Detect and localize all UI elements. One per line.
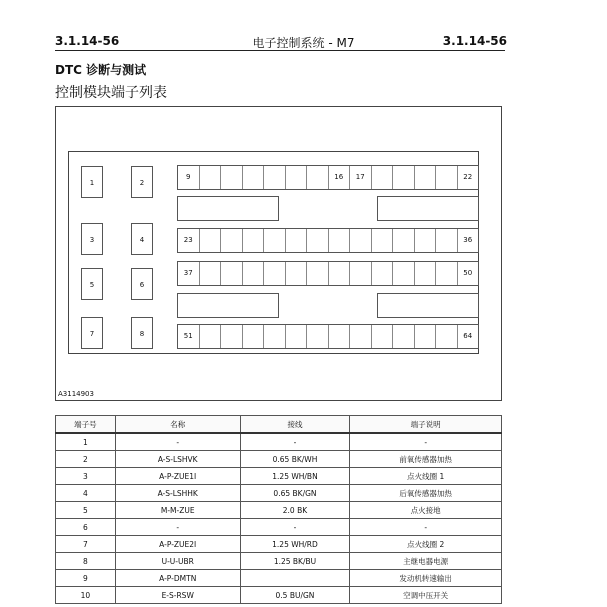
cell-wiring: 0.5 BU/GN [240, 587, 350, 604]
cell-description: - [350, 433, 502, 451]
pin-cell: 17 [350, 166, 372, 189]
blank-slot [377, 196, 479, 221]
cell-terminal: 3 [56, 468, 116, 485]
pin-cell [286, 262, 308, 285]
cell-description: 发动机转速输出 [350, 570, 502, 587]
pin-cell: 36 [463, 236, 473, 244]
pin-cell: 9 [178, 166, 200, 189]
cell-terminal: 6 [56, 519, 116, 536]
cell-terminal: 8 [56, 553, 116, 570]
table-row [56, 553, 502, 570]
pin-cell [221, 262, 243, 285]
pin-cell [393, 325, 415, 348]
cell-description: 点火接地 [350, 502, 502, 519]
pin-cell [436, 229, 458, 252]
pin-cell [415, 262, 437, 285]
pin-cell: 51 [178, 325, 200, 348]
pin-cell [200, 166, 222, 189]
pin-4: 4 [131, 223, 153, 255]
table-row [56, 502, 502, 519]
pin-cell [200, 262, 222, 285]
cell-terminal: 1 [56, 433, 116, 451]
pin-cell: 50 [463, 269, 473, 277]
cell-description: 主继电器电源 [350, 553, 502, 570]
connector-outline [68, 151, 479, 354]
pin-cell [264, 325, 286, 348]
col-header-wiring: 接线 [240, 416, 350, 434]
pin-cell [307, 166, 329, 189]
pin-1: 1 [81, 166, 103, 198]
pin-cell: 16 [329, 166, 351, 189]
pin-cell [286, 166, 308, 189]
cell-wiring: - [240, 433, 350, 451]
col-header-description: 端子说明 [350, 416, 502, 434]
terminal-table [55, 415, 502, 604]
cell-description: 后氧传感器加热 [350, 485, 502, 502]
pin-cell [393, 229, 415, 252]
cell-description: 空调中压开关 [350, 587, 502, 604]
cell-wiring: 1.25 WH/RD [240, 536, 350, 553]
cell-terminal: 7 [56, 536, 116, 553]
cell-name: E-S-RSW [115, 587, 240, 604]
connector-diagram [55, 106, 502, 401]
pin-cell [264, 229, 286, 252]
pin-cell [243, 229, 265, 252]
pin-8: 8 [131, 317, 153, 349]
pin-cell: 23 [178, 229, 200, 252]
pin-cell [329, 229, 351, 252]
col-header-name: 名称 [115, 416, 240, 434]
table-row [56, 485, 502, 502]
cell-wiring: 2.0 BK [240, 502, 350, 519]
cell-wiring: 0.65 BK/WH [240, 451, 350, 468]
table-row [56, 587, 502, 604]
pin-cell [372, 166, 394, 189]
pin-row-23-36 [177, 228, 479, 253]
pin-row-9-22 [177, 165, 479, 190]
table-row [56, 468, 502, 485]
chapter-title: 电子控制系统 - M7 [252, 36, 355, 50]
pin-cell [264, 166, 286, 189]
pin-cell [436, 262, 458, 285]
cell-terminal: 9 [56, 570, 116, 587]
cell-name: A-S-LSHHK [115, 485, 240, 502]
blank-slot [177, 196, 279, 221]
cell-description: 前氧传感器加热 [350, 451, 502, 468]
pin-cell [221, 229, 243, 252]
cell-terminal: 4 [56, 485, 116, 502]
pin-cell [200, 229, 222, 252]
col-header-terminal: 端子号 [56, 416, 116, 434]
cell-name: A-P-ZUE2I [115, 536, 240, 553]
pin-cell [415, 229, 437, 252]
cell-wiring [240, 570, 350, 587]
cell-name: A-P-DMTN [115, 570, 240, 587]
table-row [56, 451, 502, 468]
cell-wiring: 1.25 BK/BU [240, 553, 350, 570]
cell-wiring: 1.25 WH/BN [240, 468, 350, 485]
cell-name: A-S-LSHVK [115, 451, 240, 468]
pin-cell: 64 [463, 332, 473, 340]
pin-row-51-64 [177, 324, 479, 349]
pin-cell [372, 229, 394, 252]
pin-cell [329, 262, 351, 285]
pin-cell [350, 229, 372, 252]
pin-cell [264, 262, 286, 285]
cell-name: A-P-ZUE1I [115, 468, 240, 485]
section-title: DTC 诊断与测试 [55, 63, 147, 77]
figure-id: A3114903 [58, 390, 94, 398]
cell-terminal: 10 [56, 587, 116, 604]
page-number-left: 3.1.14-56 [55, 34, 120, 48]
table-row [56, 433, 502, 451]
cell-name: M-M-ZUE [115, 502, 240, 519]
page-number-right: 3.1.14-56 [442, 34, 507, 48]
pin-cell: 37 [178, 262, 200, 285]
pin-cell [415, 325, 437, 348]
pin-2: 2 [131, 166, 153, 198]
cell-description: 点火线圈 1 [350, 468, 502, 485]
pin-cell [393, 166, 415, 189]
header-rule [55, 50, 505, 51]
table-title: 控制模块端子列表 [55, 85, 167, 101]
pin-cell [329, 325, 351, 348]
pin-cell [372, 262, 394, 285]
pin-cell [436, 325, 458, 348]
cell-description: 点火线圈 2 [350, 536, 502, 553]
pin-cell [286, 229, 308, 252]
cell-name: - [115, 519, 240, 536]
cell-description: - [350, 519, 502, 536]
pin-cell [243, 262, 265, 285]
pin-cell [221, 166, 243, 189]
cell-name: U-U-UBR [115, 553, 240, 570]
blank-slot [177, 293, 279, 318]
pin-cell: 22 [463, 173, 473, 181]
pin-cell [350, 325, 372, 348]
pin-cell [350, 262, 372, 285]
table-header-row [56, 416, 502, 434]
pin-cell [372, 325, 394, 348]
pin-cell [243, 325, 265, 348]
cell-wiring: - [240, 519, 350, 536]
cell-wiring: 0.65 BK/GN [240, 485, 350, 502]
pin-cell [307, 325, 329, 348]
pin-cell [200, 325, 222, 348]
pin-5: 5 [81, 268, 103, 300]
pin-cell [393, 262, 415, 285]
pin-cell [307, 229, 329, 252]
blank-slot [377, 293, 479, 318]
pin-cell [415, 166, 437, 189]
pin-3: 3 [81, 223, 103, 255]
cell-name: - [115, 433, 240, 451]
pin-6: 6 [131, 268, 153, 300]
table-row [56, 536, 502, 553]
pin-cell [307, 262, 329, 285]
table-row [56, 519, 502, 536]
cell-terminal: 2 [56, 451, 116, 468]
pin-cell [243, 166, 265, 189]
pin-cell [436, 166, 458, 189]
pin-row-37-50 [177, 261, 479, 286]
pin-7: 7 [81, 317, 103, 349]
cell-terminal: 5 [56, 502, 116, 519]
table-row [56, 570, 502, 587]
pin-cell [221, 325, 243, 348]
pin-cell [286, 325, 308, 348]
